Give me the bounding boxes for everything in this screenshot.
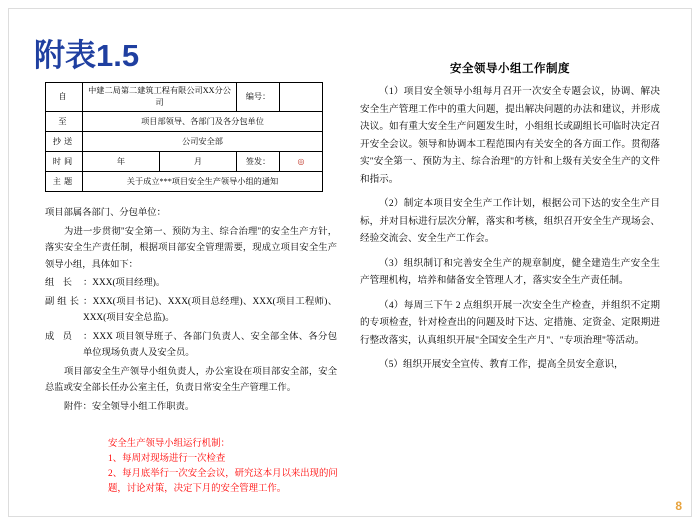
table-row [46, 172, 323, 192]
table-row [46, 112, 323, 132]
form-value-subject: 关于成立***项目安全生产领导小组的通知 [83, 172, 323, 192]
member-deputy [45, 294, 337, 327]
form-label-cc: 抄送 [46, 132, 83, 152]
work-system-column [360, 60, 660, 381]
work-system-item-2: （2）制定本项目安全生产工作计划，根据公司下达的安全生产目标，并对目标进行层次分解，落实和考核，组织召开安全生产现场会、经验交流会、安全生产工作会。 [360, 198, 660, 244]
signature-stamp-icon: ◎ [297, 156, 305, 166]
work-system-item-4: （4）每周三下午 2 点组织开展一次安全生产检查，并组织不定期的专项检查，针对检查出的问题及时下达、定措施、定资金、定限期进行整改落实，认真组织开展"全国安全生产月"、"专项治理"等活动。 [360, 299, 660, 346]
member-role-leader: 组 长 [45, 278, 75, 288]
form-value-month: 月 [160, 152, 237, 172]
notice-purpose: 为进一步贯彻"安全第一、预防为主、综合治理"的安全生产方针，落实安全生产责任制，根据项目部安全管理需要，现成立项目安全生产领导小组，具体如下： [45, 226, 337, 270]
form-value-number [280, 83, 323, 112]
member-leader [45, 275, 337, 292]
member-name-leader: ：XXX(项目经理)。 [83, 278, 166, 288]
red-note-line-3: 2、每月底举行一次安全会议，研究这本月以来出现的问题，讨论对策，决定下月的安全管理工作。 [108, 469, 338, 494]
notice-closing-1: 项目部安全生产领导小组负责人，办公室设在项目部安全部，安全总监或安全部长任办公室主任，负责日常安全生产管理工作。 [45, 366, 337, 393]
table-row [46, 83, 323, 112]
member-name-deputy: ：XXX(项目书记)、XXX(项目总经理)、XXX(项目工程师)、XXX(项目安全总监)。 [83, 296, 337, 323]
work-system-item-1: （1）项目安全领导小组每月召开一次安全专题会议，协调、解决安全生产管理工作中的重大问题，提出解决问题的办法和建议，并形成决议。如有重大安全生产问题发生时，小组组长或副组长可临时决定召开安全会议。领导和协调本工程范围内有关安全的各方面工作。贯彻落实"安全第一、预防为主、综合治理"的方针和上级有关安全生产的文件和指示。 [360, 86, 660, 185]
form-value-from: 中建二局第二建筑工程有限公司XX分公司 [83, 83, 237, 112]
notice-body [45, 205, 337, 417]
member-name-members: ：XXX 项目领导班子、各部门负责人、安全部全体、各分包单位现场负责人及安全员。 [83, 331, 337, 358]
form-label-to: 至 [46, 112, 83, 132]
form-value-signature [280, 152, 323, 172]
red-note-line-2: 1、每周对现场进行一次检查 [108, 454, 226, 464]
member-role-members: 成 员 [45, 331, 75, 342]
page-number: 8 [675, 499, 682, 513]
member-members [45, 329, 337, 362]
form-label-subject: 主题 [46, 172, 83, 192]
red-annotation-block [108, 437, 356, 497]
notice-form-container [45, 82, 335, 192]
form-value-year: 年 [83, 152, 160, 172]
form-label-from: 自 [46, 83, 83, 112]
form-value-to: 项目部领导、各部门及各分包单位 [83, 112, 323, 132]
notice-closing-2: 附件：安全领导小组工作职责。 [64, 401, 195, 412]
form-label-number: 编号： [237, 83, 280, 112]
table-row [46, 132, 323, 152]
red-note-line-1: 安全生产领导小组运行机制： [108, 439, 230, 449]
form-label-signature: 签发： [237, 152, 280, 172]
form-value-cc: 公司安全部 [83, 132, 323, 152]
work-system-item-5: （5）组织开展安全宣传、教育工作，提高全员安全意识， [379, 359, 624, 370]
table-row [46, 152, 323, 172]
work-system-item-3: （3）组织制订和完善安全生产的规章制度，健全建造生产安全生产管理机构，培养和储备安全管理人才，落实安全生产责任制。 [360, 257, 660, 286]
page-title: 附表1.5 [34, 38, 140, 73]
notice-form-table [45, 82, 323, 192]
work-system-title: 安全领导小组工作制度 [450, 63, 570, 75]
form-label-time: 时间 [46, 152, 83, 172]
member-role-deputy: 副组长 [45, 296, 82, 307]
notice-addressee: 项目部属各部门、分包单位： [45, 208, 166, 218]
